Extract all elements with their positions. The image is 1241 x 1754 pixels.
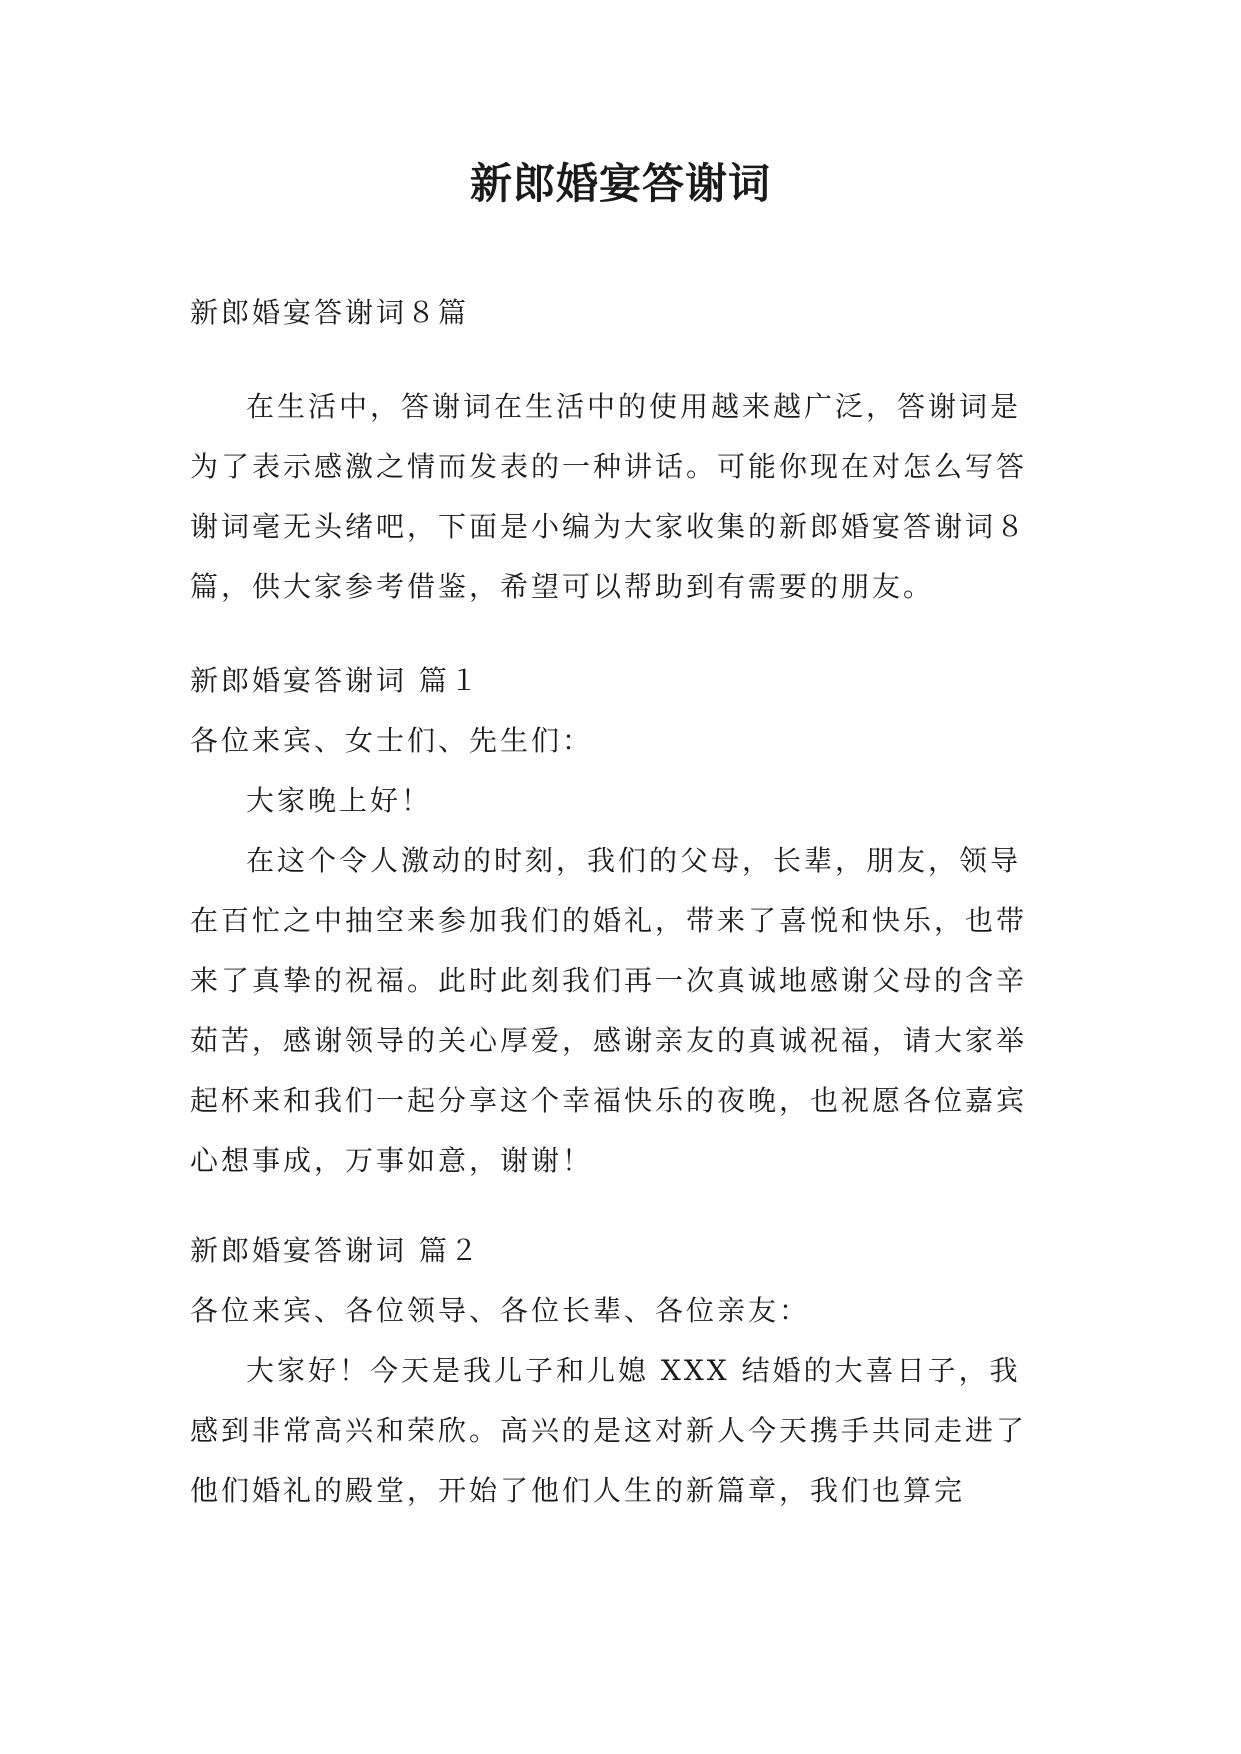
paragraph-spacer	[190, 343, 1051, 377]
section-heading: 新郎婚宴答谢词 篇２	[190, 1234, 481, 1267]
paragraph-spacer	[190, 617, 1051, 651]
paragraph-spacer	[190, 1191, 1051, 1221]
document-subtitle: 新郎婚宴答谢词８篇	[190, 296, 470, 329]
section-salutation: 各位来宾、各位领导、各位长辈、各位亲友：	[190, 1294, 811, 1327]
document-title: 新郎婚宴答谢词	[469, 159, 771, 208]
section-salutation: 各位来宾、女士们、先生们：	[190, 724, 594, 757]
section-body-paragraph: 大家好！今天是我儿子和儿媳 XXX 结婚的大喜日子，我感到非常高兴和荣欣。高兴的是这对新人今天携手共同走进了他们婚礼的殿堂，开始了他们人生的新篇章，我们也算完	[190, 1354, 1028, 1507]
section-heading: 新郎婚宴答谢词 篇１	[190, 664, 481, 697]
intro-paragraph: 在生活中，答谢词在生活中的使用越来越广泛，答谢词是为了表示感激之情而发表的一种讲话。可能你现在对怎么写答谢词毫无头绪吧，下面是小编为大家收集的新郎婚宴答谢词８篇，供大家参考借鉴，希望可以帮助到有需要的朋友。	[190, 390, 1028, 603]
document-body	[190, 283, 1051, 1521]
section-greeting: 大家晚上好！	[246, 784, 433, 817]
section-body-paragraph: 在这个令人激动的时刻，我们的父母，长辈，朋友，领导在百忙之中抽空来参加我们的婚礼，带来了喜悦和快乐，也带来了真挚的祝福。此时此刻我们再一次真诚地感谢父母的含辛茹苦，感谢领导的关心厚爱，感谢亲友的真诚祝福，请大家举起杯来和我们一起分享这个幸福快乐的夜晚，也祝愿各位嘉宾心想事成，万事如意，谢谢！	[190, 844, 1028, 1177]
